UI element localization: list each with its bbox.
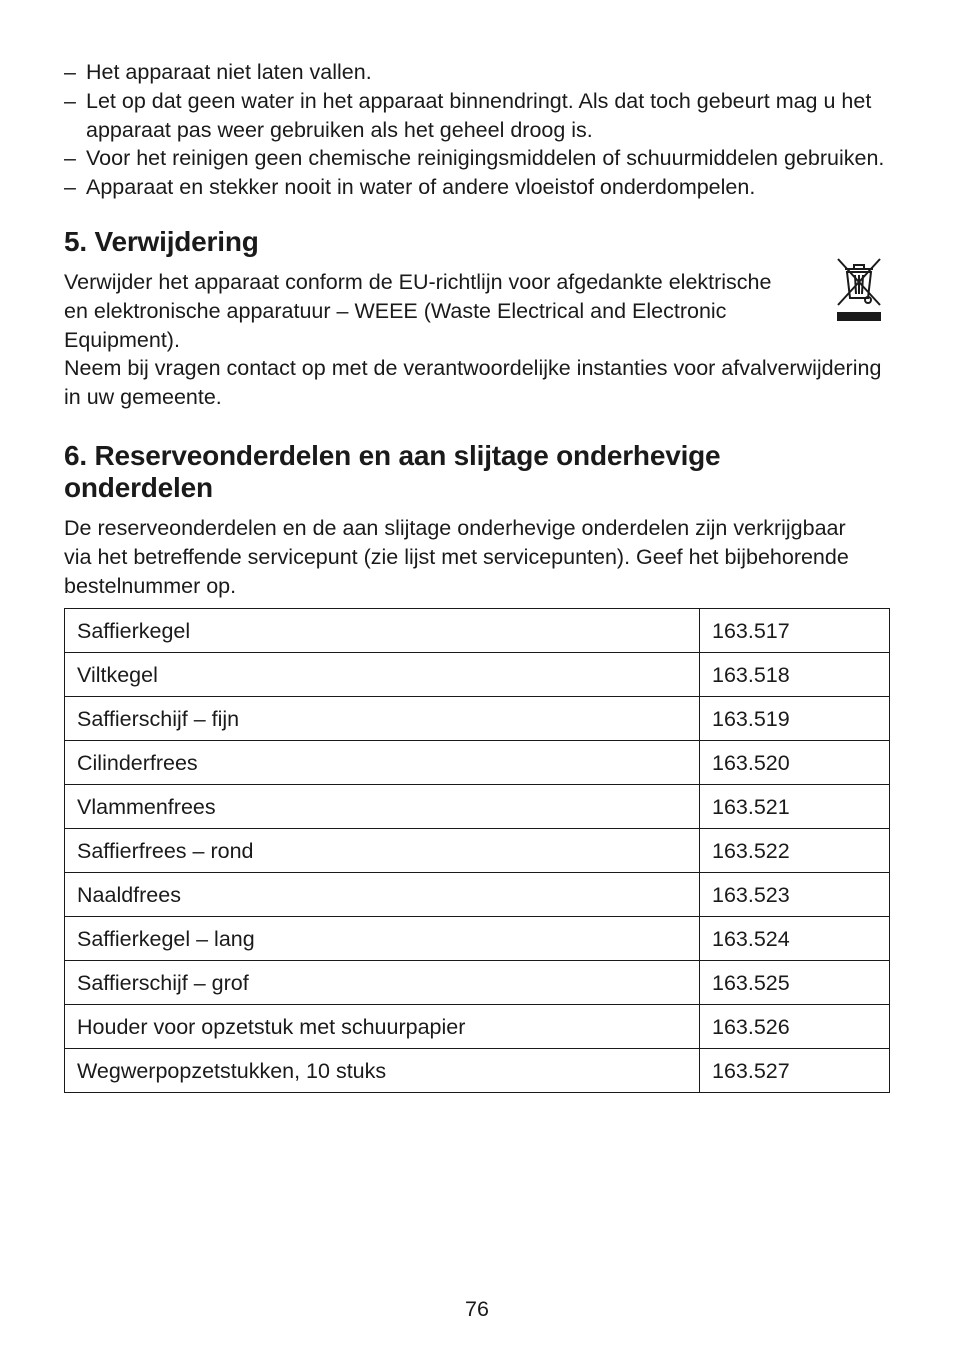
table-row <box>65 653 890 697</box>
table-row <box>65 873 890 917</box>
spare-parts-table-body <box>65 609 890 1093</box>
document-page <box>64 58 890 1093</box>
part-name-cell: Saffierkegel <box>65 609 700 653</box>
list-item <box>64 58 890 87</box>
part-number-cell: 163.523 <box>700 873 890 917</box>
part-name-cell: Houder voor opzetstuk met schuurpapier <box>65 1005 700 1049</box>
spare-parts-table <box>64 608 890 1093</box>
table-row <box>65 741 890 785</box>
section-5-heading: 5. Verwijdering <box>64 225 259 257</box>
list-item <box>64 87 890 145</box>
bullet-dash: – <box>64 175 76 200</box>
disposal-section <box>64 268 890 354</box>
list-item-text: Apparaat en stekker nooit in water of andere vloeistof onderdompelen. <box>86 175 756 200</box>
part-number-cell: 163.518 <box>700 653 890 697</box>
bullet-dash: – <box>64 88 76 113</box>
part-name-cell: Saffierschijf – grof <box>65 961 700 1005</box>
part-number-cell: 163.519 <box>700 697 890 741</box>
table-row <box>65 785 890 829</box>
list-item-text: Het apparaat niet laten vallen. <box>86 60 372 84</box>
list-item <box>64 173 890 202</box>
part-number-cell: 163.522 <box>700 829 890 873</box>
table-row <box>65 609 890 653</box>
part-number-cell: 163.521 <box>700 785 890 829</box>
table-row <box>65 961 890 1005</box>
crossed-out-wheelie-bin-icon <box>834 252 884 322</box>
part-name-cell: Viltkegel <box>65 653 700 697</box>
bullet-dash: – <box>64 146 76 171</box>
table-row <box>65 917 890 961</box>
bullet-dash: – <box>64 60 76 84</box>
table-row <box>65 697 890 741</box>
contact-paragraph: Neem bij vragen contact op met de verantwoordelijke instanties voor afvalverwijdering in uw gemeente. <box>64 356 882 410</box>
part-name-cell: Naaldfrees <box>65 873 700 917</box>
list-item-text: Let op dat geen water in het apparaat binnendringt. Als dat toch gebeurt mag u het apparaat pas weer gebruiken als het geheel droog is. <box>86 88 872 142</box>
part-name-cell: Saffierschijf – fijn <box>65 697 700 741</box>
list-item <box>64 144 890 173</box>
part-number-cell: 163.525 <box>700 961 890 1005</box>
part-name-cell: Wegwerpopzetstukken, 10 stuks <box>65 1049 700 1093</box>
part-name-cell: Saffierfrees – rond <box>65 829 700 873</box>
cleaning-warnings-list <box>64 58 890 202</box>
list-item-text: Voor het reinigen geen chemische reinigingsmiddelen of schuurmiddelen gebruiken. <box>86 146 885 171</box>
table-row <box>65 1005 890 1049</box>
page-number: 76 <box>465 1297 489 1321</box>
spare-parts-intro: De reserveonderdelen en de aan slijtage onderhevige onderdelen zijn verkrijgbaar via het betreffende servicepunt (zie lijst met servicepunten). Geef het bijbehorende bestelnummer op. <box>64 515 849 598</box>
table-row <box>65 1049 890 1093</box>
disposal-paragraph: Verwijder het apparaat conform de EU-richtlijn voor afgedankte elektrische en elektronische apparatuur – WEEE (Waste Electrical and Electronic Equipment). <box>64 269 772 352</box>
section-6-heading: 6. Reserveonderdelen en aan slijtage onderhevige onderdelen <box>64 439 721 503</box>
part-name-cell: Cilinderfrees <box>65 741 700 785</box>
part-number-cell: 163.527 <box>700 1049 890 1093</box>
part-number-cell: 163.517 <box>700 609 890 653</box>
part-name-cell: Vlammenfrees <box>65 785 700 829</box>
part-number-cell: 163.526 <box>700 1005 890 1049</box>
table-row <box>65 829 890 873</box>
part-number-cell: 163.520 <box>700 741 890 785</box>
part-number-cell: 163.524 <box>700 917 890 961</box>
part-name-cell: Saffierkegel – lang <box>65 917 700 961</box>
